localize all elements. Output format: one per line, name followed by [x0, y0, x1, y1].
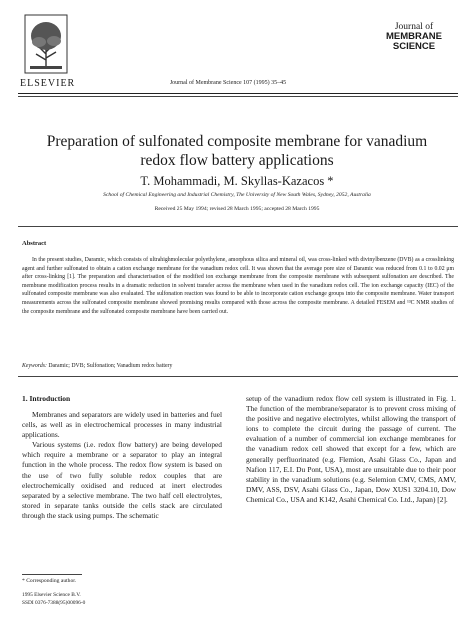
journal-name [370, 22, 458, 52]
copyright-line: SSDI 0376-7388(95)00096-0 [22, 599, 86, 606]
journal-name-line: SCIENCE [392, 41, 436, 52]
abstract-bottom-rule [18, 376, 458, 377]
abstract-top-rule [18, 226, 458, 227]
author-affiliation: School of Chemical Engineering and Industrial Chemistry, The University of New South Wales, Sydney, 2052, Australia [103, 192, 371, 198]
paragraph: Membranes and separators are widely used in batteries and fuel cells, as well as in electrochemical processes in many industrial applications. [22, 410, 222, 440]
keywords-list: Daramic; DVB; Sulfonation; Vanadium redox battery [46, 363, 173, 369]
copyright-line: 1995 Elsevier Science B.V. [22, 592, 81, 598]
keywords-label: Keywords: [22, 363, 47, 369]
header-rule-thin [18, 96, 458, 97]
footnote: * Corresponding author. [22, 578, 77, 584]
section-heading: 1. Introduction [22, 394, 71, 403]
right-column [246, 394, 456, 505]
journal-name-line: Journal of [394, 22, 434, 32]
journal-reference: Journal of Membrane Science 107 (1995) 35–45 [169, 80, 287, 86]
keywords [22, 363, 454, 369]
article-authors: T. Mohammadi, M. Skyllas-Kazacos * [140, 174, 334, 188]
abstract-heading: Abstract [22, 240, 47, 247]
copyright-block [22, 592, 85, 607]
paragraph: Various systems (i.e. redox flow battery) are being developed which require a membrane or a separator to play an integral function in the whole process. The redox flow system is based on the use of two fully soluble redox couples that are electrochemically oxidised and reduced at inert electrodes separated by a selective membrane. The two half cell electrolytes, stored in separate tanks outside the cells stack are circulated through the stack using pumps. The schematic [22, 440, 222, 520]
footnote-rule [22, 574, 82, 575]
elsevier-tree-logo-icon [24, 14, 68, 74]
journal-name-line: MEMBRANE [386, 31, 442, 42]
abstract-text: In the present studies, Daramic, which consists of ultrahighmolecular polyethylene, amorphous silica and mineral oil, was cross-linked with divinylbenzene (DVB) as a crosslinking agent and further sulfonated to obtain a cation exchange membrane for the vanadium redox cell. It was shown that the average pore size of Daramic was reduced from 0.1 to 0.02 μm after cross-linking [1]. The preparation and characterisation of the modified ion exchange membrane from the composite membrane with subsequent sulfonation are described. The membrane modification process results in a dramatic reduction in solvent transfer across the membrane when used in the vanadium redox cell. The ion exchange capacity (IEC) of the sulfonated composite membrane was also evaluated. The sulfonation reaction was found to be able to incorporate cation exchange groups into the composite membrane. Water transport measurements across the sulfonated composite membrane showed promising results compared with those across the composite membrane. A detailed FESEM and ¹³C NMR studies of the composite membrane and the sulfonated composite membrane have been carried out. [22, 257, 454, 315]
article-title: Preparation of sulfonated composite membrane for vanadium redox flow battery applications [46, 133, 428, 169]
header-rule [18, 93, 458, 94]
received-dates: Received 25 May 1994; revised 28 March 1995; accepted 28 March 1995 [154, 206, 320, 212]
paragraph: setup of the vanadium redox flow cell system is illustrated in Fig. 1. The function of the membrane/separator is to prevent cross mixing of the positive and negative electrolytes, whilst allowing the transport of ions to complete the circuit during the passage of current. The evaluation of a number of commercial ion exchange membranes for the vanadium redox cell showed that except for a few, which are generally perfluorinated (e.g. Flemion, Asahi Glass Co., Japan and Nafion 117, E.I. Du Pont, USA), most are unsuitable due to their poor stability in the vanadium solutions (e.g. Selemion CMV, CMS, AMV, DMV, ASS, DSV, Asahi Glass Co., Japan, Dow XUS1 3204.10, Dow Chemical Co., USA and K142, Asahi Chemical Co. Ltd., Japan) [2]. [246, 394, 456, 504]
publisher-name: ELSEVIER [20, 78, 76, 89]
left-column [22, 410, 222, 521]
